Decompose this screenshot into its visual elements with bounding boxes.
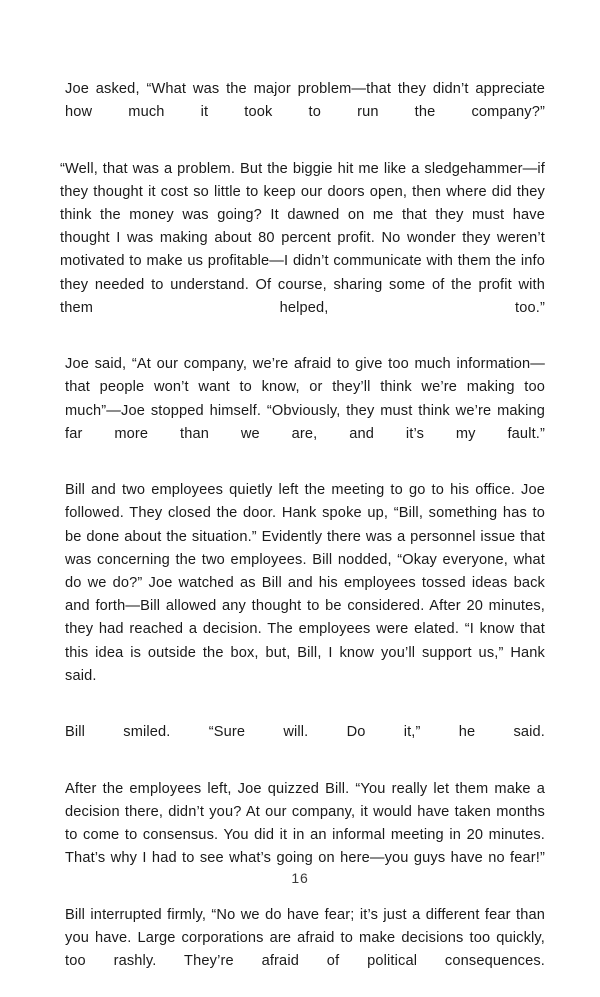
body-paragraph: “Well, that was a problem. But the biggie hit me like a sledgehammer—if they thought it cost so little to keep our doors open, then where did they think the money was going? It dawned on me that they must have thought I was making about 80 percent profit. No wonder they weren’t motivated to make us profitable—I didn’t communicate with them the info they needed to understand. Of course, sharing some of the profit with them helped, too.” — [60, 160, 545, 316]
page-number: 16 — [291, 870, 309, 886]
body-paragraph: Bill and two employees quietly left the meeting to go to his office. Joe followed. They closed the door. Hank spoke up, “Bill, something has to be done about the situation.” Evidently there was a personnel issue that was concerning the two employees. Bill nodded, “Okay everyone, what do we do?” Joe watched as Bill and his employees tossed ideas back and forth—Bill allowed any thought to be considered. After 20 minutes, they had reached a decision. The employees were elated. “I know that this idea is outside the box, but, Bill, I know you’ll support us,” Hank said. — [65, 482, 545, 684]
body-paragraph: Bill smiled. “Sure will. Do it,” he said. — [65, 724, 545, 741]
body-paragraph: Joe asked, “What was the major problem—that they didn’t appreciate how much it took to run the company?” — [65, 81, 545, 121]
body-paragraph: Joe said, “At our company, we’re afraid to give too much information—that people won’t want to know, or they’ll think we’re making too much”—Joe stopped himself. “Obviously, they must think we’re making far more than we are, and it’s my fault.” — [65, 356, 545, 442]
body-text-column — [60, 78, 545, 997]
body-paragraph: Bill interrupted firmly, “No we do have fear; it’s just a different fear than you have. Large corporations are afraid to make decisions too quickly, too rashly. They’re afraid of political consequences. — [65, 906, 545, 970]
body-paragraph: After the employees left, Joe quizzed Bill. “You really let them make a decision there, didn’t you? At our company, it would have taken months to come to consensus. You did it in an informal meeting in 20 minutes. That’s why I had to see what’s going on here—you guys have no fear!” — [65, 780, 545, 867]
